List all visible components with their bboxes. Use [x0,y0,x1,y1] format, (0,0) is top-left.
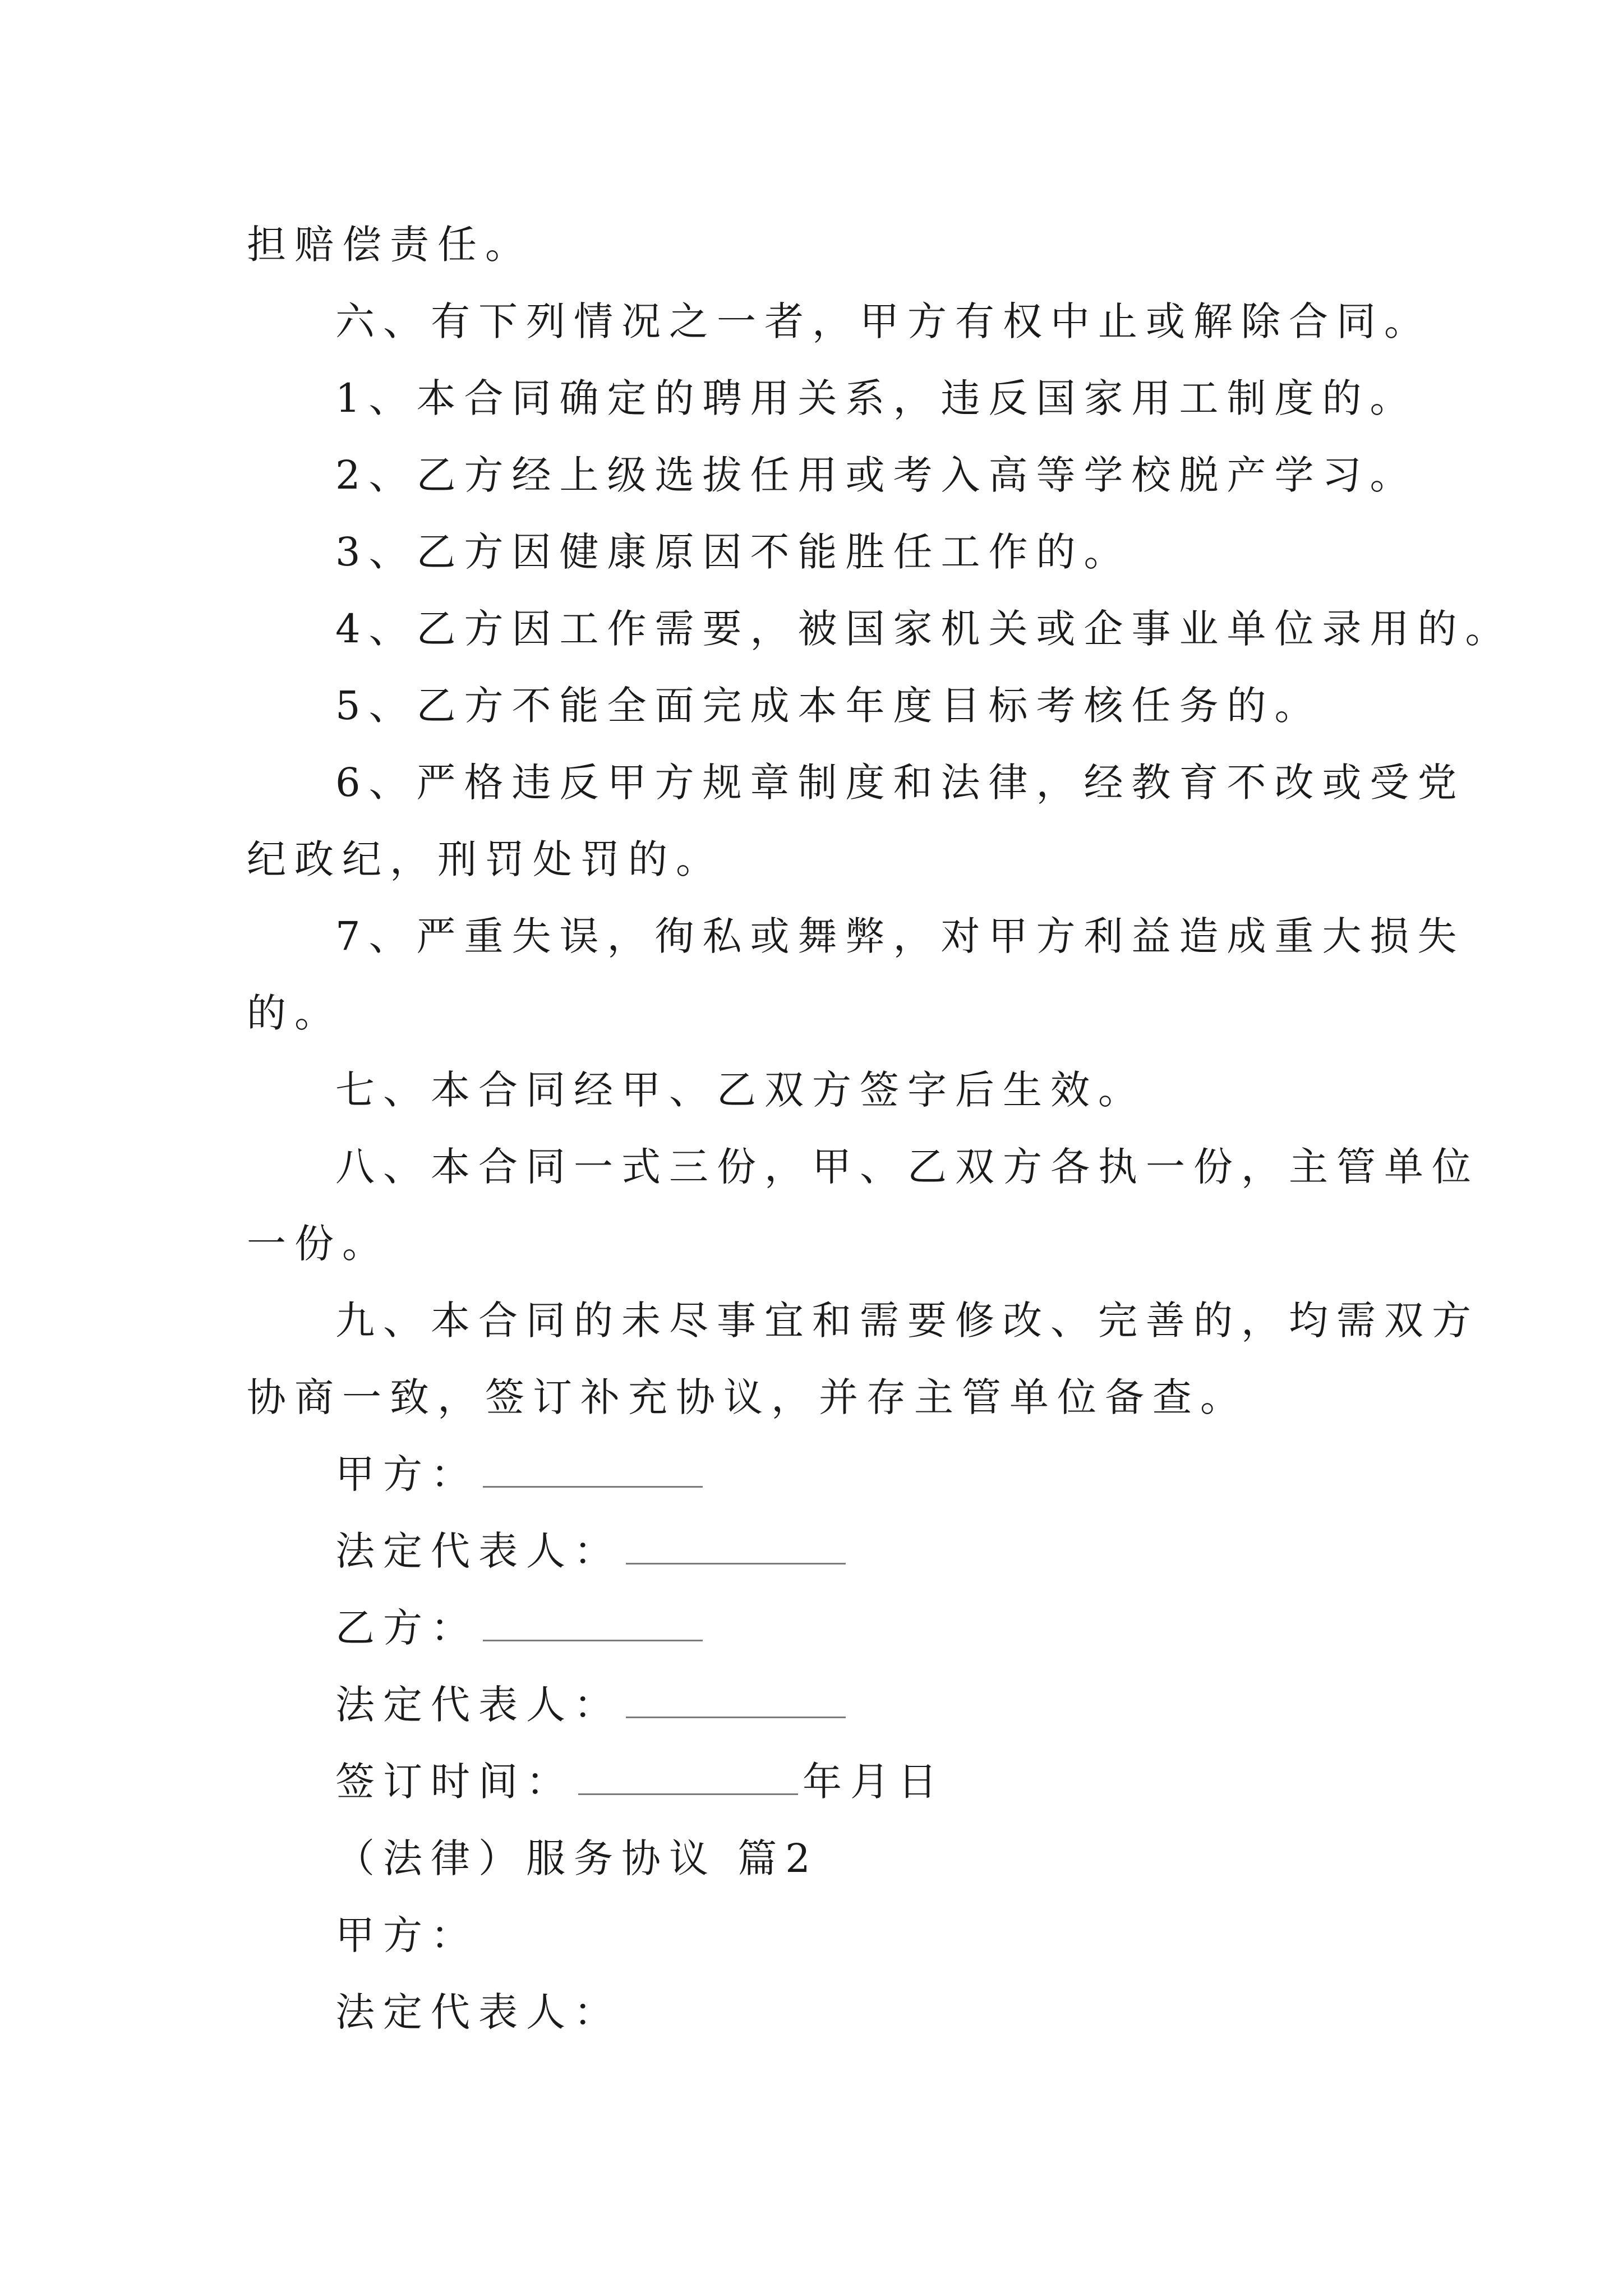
legal-rep-b-label: 法定代表人： [335,1682,621,1728]
clause-item-7: 7、严重失误，徇私或舞弊，对甲方利益造成重大损失 [335,913,1465,959]
clause-item-5: 5、乙方不能全面完成本年度目标考核任务的。 [335,683,1322,729]
party-b-signature-row [247,1590,1385,1667]
legal-rep-b-blank[interactable] [626,1677,846,1718]
clause-nine-cont: 协商一致，签订补充协议，并存主管单位备查。 [247,1374,1248,1420]
section-2-legal-rep: 法定代表人： [335,1989,621,2035]
paragraph-line: 担赔偿责任。 [247,222,533,268]
clause-item-3: 3、乙方因健康原因不能胜任工作的。 [335,529,1132,575]
legal-rep-a-label: 法定代表人： [335,1528,621,1574]
clause-eight-cont: 一份。 [247,1221,390,1267]
clause-seven: 七、本合同经甲、乙双方签字后生效。 [335,1067,1146,1113]
party-a-signature-row [247,1436,1385,1513]
legal-rep-b-signature-row [247,1667,1385,1743]
clause-nine: 九、本合同的未尽事宜和需要修改、完善的，均需双方 [335,1297,1479,1343]
party-b-label: 乙方： [335,1605,478,1651]
sign-time-row [247,1743,1385,1820]
clause-item-7-cont: 的。 [247,990,342,1036]
clause-item-6-cont: 纪政纪，刑罚处罚的。 [247,836,723,882]
clause-eight: 八、本合同一式三份，甲、乙双方各执一份，主管单位 [335,1144,1479,1190]
clause-item-2: 2、乙方经上级选拔任用或考入高等学校脱产学习。 [335,452,1418,498]
party-a-label: 甲方： [335,1451,478,1497]
sign-time-label: 签订时间： [335,1759,574,1805]
clause-item-4: 4、乙方因工作需要，被国家机关或企事业单位录用的。 [335,606,1513,652]
legal-rep-a-signature-row [247,1513,1385,1590]
section-2-title: （法律）服务协议 篇2 [335,1835,819,1881]
legal-rep-a-blank[interactable] [626,1524,846,1565]
party-a-blank[interactable] [483,1447,703,1488]
sign-time-blank[interactable] [578,1754,798,1795]
date-suffix: 年月日 [803,1759,946,1805]
party-b-blank[interactable] [483,1600,703,1641]
section-2-party-a: 甲方： [335,1912,478,1958]
document-page [247,206,1513,2051]
clause-item-6: 6、严格违反甲方规章制度和法律，经教育不改或受党 [335,760,1465,806]
clause-item-1: 1、本合同确定的聘用关系，违反国家用工制度的。 [335,375,1418,421]
clause-six: 六、有下列情况之一者，甲方有权中止或解除合同。 [335,298,1432,344]
